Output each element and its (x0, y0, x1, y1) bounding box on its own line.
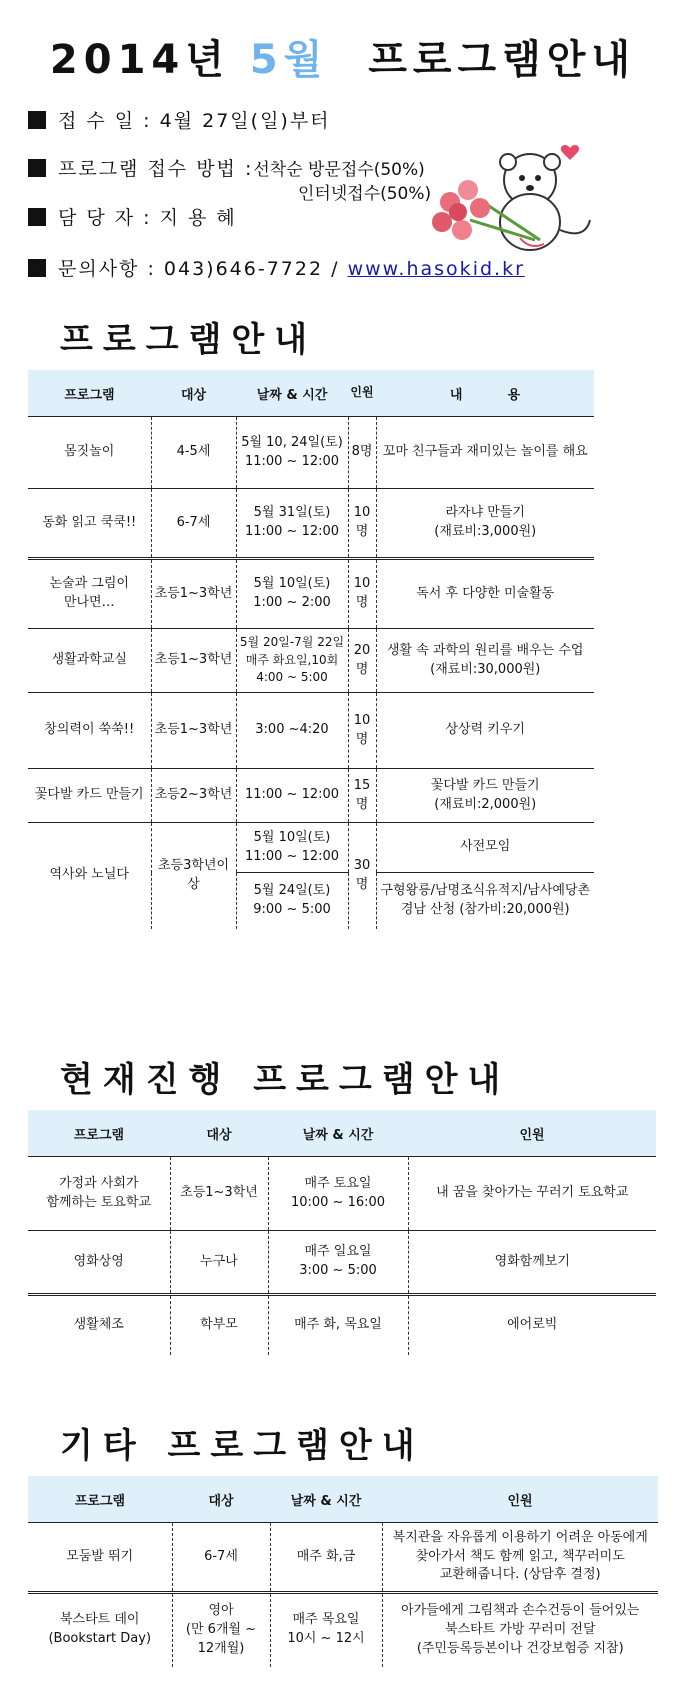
table-row (28, 559, 594, 629)
info-reception (28, 106, 331, 133)
program-name: 동화 읽고 쿡쿡!! (28, 489, 151, 559)
program-time (236, 873, 348, 929)
program-name-line: 가정과 사회가 (59, 1175, 139, 1191)
section-title-programs: 프로그램안내 (60, 320, 318, 360)
program-time (236, 417, 348, 489)
other-table (28, 1476, 658, 1667)
program-time (268, 1157, 408, 1231)
time-line: 4:00 ~ 5:00 (256, 670, 328, 685)
program-time (270, 1593, 382, 1667)
header-time: 날짜 & 시간 (270, 1476, 382, 1523)
contact-label: 문의사항 : (58, 258, 156, 280)
title-year: 2014년 (49, 37, 230, 83)
content-line: 찾아가서 책도 함께 읽고, 책꾸러미도 (415, 1548, 625, 1564)
table-row (28, 769, 594, 823)
program-content (382, 1593, 658, 1667)
program-content (376, 873, 594, 929)
time-line: 매주 토요일 (304, 1175, 372, 1191)
program-name (28, 559, 151, 629)
program-time (236, 559, 348, 629)
target-line: (만 6개월 ~ (185, 1621, 257, 1637)
program-content: 영화함께보기 (408, 1231, 656, 1295)
header-count: 인원 (348, 370, 376, 417)
program-count: 8명 (348, 417, 376, 489)
time-line: 5월 24일(토) (253, 882, 331, 898)
time-line: 9:00 ~ 5:00 (253, 901, 331, 917)
time-line: 10시 ~ 12시 (287, 1631, 365, 1647)
program-target: 초등1~3학년 (151, 629, 236, 693)
header-count: 인원 (382, 1476, 658, 1523)
time-line: 5월 31일(토) (253, 505, 331, 521)
header-program: 프로그램 (28, 370, 151, 417)
content-line: 경남 산청 (참가비:20,000원) (400, 901, 570, 917)
program-name: 꽃다발 카드 만들기 (28, 769, 151, 823)
time-line: 11:00 ~ 12:00 (244, 848, 340, 864)
content-line: 아가들에게 그림책과 손수건등이 들어있는 (401, 1602, 640, 1618)
time-line: 11:00 ~ 12:00 (244, 453, 340, 469)
program-time: 3:00 ~4:20 (236, 693, 348, 769)
program-name-line: (Bookstart Day) (48, 1631, 152, 1647)
method-value-1: 선착순 방문접수(50%) (253, 160, 425, 180)
content-line: 북스타트 가방 꾸러미 전달 (444, 1621, 596, 1637)
program-target: 초등3학년이상 (151, 823, 236, 929)
program-content (382, 1523, 658, 1593)
square-bullet-icon (28, 259, 46, 277)
time-line: 5월 10, 24일(토) (241, 434, 343, 450)
square-bullet-icon (28, 159, 46, 177)
program-table (28, 370, 594, 929)
program-target: 학부모 (170, 1295, 268, 1355)
program-count: 15명 (348, 769, 376, 823)
program-name: 모둠발 뛰기 (28, 1523, 172, 1593)
content-line: (재료비:30,000원) (430, 661, 541, 677)
program-target: 초등1~3학년 (151, 693, 236, 769)
table-row (28, 417, 594, 489)
header-target: 대상 (170, 1110, 268, 1157)
program-target: 초등1~3학년 (170, 1157, 268, 1231)
table-row (28, 1157, 656, 1231)
time-line: 10:00 ~ 16:00 (290, 1194, 386, 1210)
content-line: 꽃다발 카드 만들기 (430, 777, 540, 793)
teddy-bear-with-carnations-icon (420, 140, 600, 260)
program-time: 매주 화,금 (270, 1523, 382, 1593)
program-content: 독서 후 다양한 미술활동 (376, 559, 594, 629)
square-bullet-icon (28, 208, 46, 226)
time-line: 매주 목요일 (292, 1612, 360, 1628)
table-row (28, 1231, 656, 1295)
staff-value: 지 용 혜 (159, 207, 237, 229)
homepage-link[interactable]: www.hasokid.kr (347, 258, 525, 280)
section-title-ongoing: 현재진행 프로그램안내 (60, 1060, 511, 1100)
page-title (0, 28, 686, 85)
target-line: 영아 (208, 1602, 234, 1618)
program-content: 에어로빅 (408, 1295, 656, 1355)
program-time: 11:00 ~ 12:00 (236, 769, 348, 823)
time-line: 5월 20일-7월 22일 (239, 635, 345, 650)
program-content: 상상력 키우기 (376, 693, 594, 769)
header-count: 인원 (408, 1110, 656, 1157)
program-count: 10명 (348, 693, 376, 769)
time-line: 매주 일요일 (304, 1244, 372, 1260)
program-name: 생활과학교실 (28, 629, 151, 693)
program-name-line: 북스타트 데이 (60, 1612, 140, 1628)
header-time: 날짜 & 시간 (268, 1110, 408, 1157)
ongoing-table (28, 1110, 656, 1355)
content-line: (주민등록등본이나 건강보험증 지참) (416, 1640, 624, 1656)
program-time (236, 629, 348, 693)
program-name-line: 만나면… (63, 595, 115, 610)
table-row (28, 693, 594, 769)
content-line: 구형왕릉/남명조식유적지/남사예당촌 (380, 882, 591, 898)
time-line: 매주 화요일,10회 (245, 652, 339, 667)
program-name-line: 논술과 그림이 (49, 576, 129, 592)
contact-phone: 043)646-7722 (163, 258, 324, 280)
program-target: 누구나 (170, 1231, 268, 1295)
program-target: 초등1~3학년 (151, 559, 236, 629)
time-line: 1:00 ~ 2:00 (253, 595, 331, 610)
program-time (236, 489, 348, 559)
program-count: 10명 (348, 489, 376, 559)
table-row (28, 1523, 658, 1593)
program-name: 생활체조 (28, 1295, 170, 1355)
contact-separator: / (331, 258, 340, 280)
program-name: 창의력이 쑥쑥!! (28, 693, 151, 769)
header-time: 날짜 & 시간 (236, 370, 348, 417)
table-row (28, 489, 594, 559)
table-row (28, 823, 594, 873)
program-name: 역사와 노닐다 (28, 823, 151, 929)
content-line: 교환해줍니다. (상담후 결정) (439, 1567, 601, 1583)
program-target: 6-7세 (172, 1523, 270, 1593)
program-count: 30명 (348, 823, 376, 929)
program-content: 내 꿈을 찾아가는 꾸러기 토요학교 (408, 1157, 656, 1231)
program-name: 몸짓놀이 (28, 417, 151, 489)
program-content: 사전모임 (376, 823, 594, 873)
program-target: 4-5세 (151, 417, 236, 489)
program-target: 6-7세 (151, 489, 236, 559)
square-bullet-icon (28, 111, 46, 129)
header-target: 대상 (151, 370, 236, 417)
program-target: 초등2~3학년 (151, 769, 236, 823)
content-line: (재료비:3,000원) (434, 524, 537, 539)
header-program: 프로그램 (28, 1110, 170, 1157)
content-line: 복지관을 자유롭게 이용하기 어려운 아동에게 (392, 1529, 648, 1545)
program-time (236, 823, 348, 873)
program-count: 10명 (348, 559, 376, 629)
program-name (28, 1593, 172, 1667)
table-row (28, 1593, 658, 1667)
header-content: 내 용 (376, 370, 594, 417)
table-row (28, 1295, 656, 1355)
method-label: 프로그램 접수 방법 : (58, 158, 254, 180)
program-time (268, 1231, 408, 1295)
method-value-2: 인터넷접수(50%) (298, 184, 432, 204)
program-name (28, 1157, 170, 1231)
content-line: 생활 속 과학의 원리를 배우는 수업 (387, 642, 584, 658)
program-count: 20명 (348, 629, 376, 693)
title-text: 프로그램안내 (368, 37, 637, 83)
header-target: 대상 (172, 1476, 270, 1523)
program-name-line: 함께하는 토요학교 (46, 1194, 152, 1210)
target-line: 12개월) (197, 1640, 245, 1656)
section-title-other: 기타 프로그램안내 (60, 1426, 425, 1466)
header-program: 프로그램 (28, 1476, 172, 1523)
program-name: 영화상영 (28, 1231, 170, 1295)
table-row (28, 629, 594, 693)
program-content (376, 629, 594, 693)
program-content: 꼬마 친구들과 재미있는 놀이를 해요 (376, 417, 594, 489)
info-method (28, 154, 425, 181)
staff-label: 담 당 자 : (58, 207, 152, 229)
program-target (172, 1593, 270, 1667)
time-line: 5월 10일(토) (253, 576, 331, 592)
content-line: 라자냐 만들기 (445, 505, 525, 521)
program-content (376, 769, 594, 823)
time-line: 11:00 ~ 12:00 (244, 524, 340, 539)
time-line: 5월 10일(토) (253, 829, 331, 845)
title-month: 5월 (249, 37, 329, 83)
program-content (376, 489, 594, 559)
reception-label: 접 수 일 : (58, 110, 152, 132)
content-line: (재료비:2,000원) (434, 796, 537, 812)
reception-value: 4월 27일(일)부터 (159, 110, 331, 132)
program-time: 매주 화, 목요일 (268, 1295, 408, 1355)
info-staff (28, 203, 237, 230)
time-line: 3:00 ~ 5:00 (299, 1263, 377, 1278)
